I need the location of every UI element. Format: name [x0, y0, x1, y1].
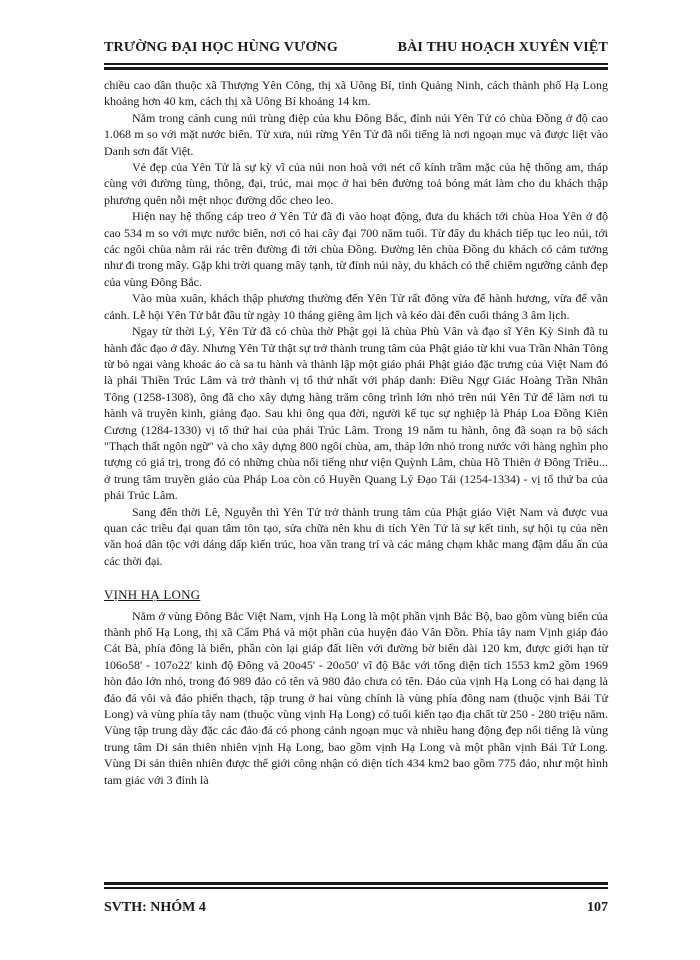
header-school: TRƯỜNG ĐẠI HỌC HÙNG VƯƠNG: [104, 40, 338, 55]
page-header: [104, 40, 608, 56]
footer-rule-thick: [104, 882, 608, 885]
page-footer: [104, 900, 608, 916]
paragraph: chiều cao dần thuộc xã Thượng Yên Công, thị xã Uông Bí, tỉnh Quảng Ninh, cách thành phố Hạ Long khoảng hơn 40 km, cách thị xã Uông Bí khoảng 14 km.: [104, 78, 608, 109]
paragraph: Vào mùa xuân, khách thập phương thường đến Yên Tử rất đông vừa để hành hương, vừa để vãn cảnh. Lễ hội Yên Tử bắt đầu từ ngày 10 tháng giêng âm lịch và kéo dài đến cuối tháng 3 âm lịch.: [104, 291, 608, 322]
footer-group: SVTH: NHÓM 4: [104, 900, 206, 915]
paragraph: Vẻ đẹp của Yên Tử là sự kỳ vĩ của núi non hoà với nét cổ kính trầm mặc của hệ thống am, tháp cùng với đường tùng, thông, đại, trúc, mai mọc ở hai bên đường toả bóng mát làm cho du khách thập phương quên nỗi mệt nhọc đường dốc cheo leo.: [104, 160, 608, 207]
page-number: 107: [587, 900, 608, 915]
page-content: [104, 77, 608, 788]
header-report-title: BÀI THU HOẠCH XUYÊN VIỆT: [397, 40, 608, 55]
footer-rule-thin: [104, 887, 608, 889]
header-rule-thick: [104, 67, 608, 70]
paragraph: Nằm ở vùng Đông Bắc Việt Nam, vịnh Hạ Long là một phần vịnh Bắc Bộ, bao gồm vùng biển của thành phố Hạ Long, thị xã Cẩm Phả và một phần của huyện đảo Vân Đồn. Phía tây nam Vịnh giáp đảo Cát Bà, phía đông là biển, phần còn lại giáp đất liền với đường bờ biển dài 120 km, được giới hạn từ 106o58' - 107o22' kinh độ Đông và 20o45' - 20o50' vĩ độ Bắc với tổng diện tích 1553 km2 gồm 1969 hòn đảo lớn nhỏ, trong đó 989 đảo có tên và 980 đảo chưa có tên. Đảo của vịnh Hạ Long có hai dạng là đảo đá vôi và đảo phiến thạch, tập trung ở hai vùng chính là vùng phía đông nam (thuộc vịnh Bái Tử Long) và vùng phía tây nam (thuộc vùng vịnh Hạ Long) có tuổi kiến tạo địa chất từ 250 - 280 triệu năm. Vùng tập trung dày đặc các đảo đá có phong cảnh ngoạn mục và nhiều hang động đẹp nổi tiếng là vùng trung tâm Di sản thiên nhiên vịnh Hạ Long, bao gồm vịnh Hạ Long và một phần vịnh Bái Tử Long. Vùng Di sản thiên nhiên được thế giới công nhận có diện tích 434 km2 bao gồm 775 đảo, như một hình tam giác với 3 đỉnh là: [104, 608, 608, 787]
section-title: VỊNH HẠ LONG: [104, 587, 201, 603]
header-rule-thin: [104, 63, 608, 65]
paragraph: Hiện nay hệ thống cáp treo ở Yên Tử đã đi vào hoạt động, đưa du khách tới chùa Hoa Yên ở độ cao 534 m so với mực nước biển, nơi có hai cây đại 700 năm tuổi. Từ đây du khách tiếp tục leo núi, tới các ngôi chùa nằm rải rác trên đường đi tới chùa Đồng. Đường lên chùa Đồng du khách có cảm tưởng như đi trong mây. Gặp khi trời quang mây tạnh, từ đỉnh núi này, du khách có thể chiêm ngưỡng cảnh đẹp của vùng Đông Bắc.: [104, 209, 608, 289]
paragraph: Nằm trong cánh cung núi trùng điệp của khu Đông Bắc, đỉnh núi Yên Tử có chùa Đồng ở độ cao 1.068 m so với mặt nước biển. Từ xưa, núi rừng Yên Tử đã nổi tiếng là nơi ngoạn mục và được liệt vào Danh sơn đất Việt.: [104, 110, 608, 158]
paragraph: Sang đến thời Lê, Nguyễn thì Yên Tử trở thành trung tâm của Phật giáo Việt Nam và được vua quan các triều đại quan tâm tôn tạo, sửa chữa nên khu di tích Yên Tử là sự kết tinh, sự hội tụ của nền văn hoá dân tộc với dáng dấp kiến trúc, hoa văn trang trí và các mảng chạm khắc mang đậm dấu ấn của các thời đại.: [104, 504, 608, 568]
paragraph: Ngay từ thời Lý, Yên Tử đã có chùa thờ Phật gọi là chùa Phù Vân và đạo sĩ Yên Kỳ Sinh đã tu hành đắc đạo ở đây. Nhưng Yên Tử thật sự trở thành trung tâm của Phật giáo từ khi vua Trần Nhân Tông từ bỏ ngai vàng khoác áo cà sa tu hành và thành lập một giáo phái Phật giáo đặc trưng của Việt Nam đó là phái Thiền Trúc Lâm và trở thành vị tổ thứ nhất với pháp danh: Điều Ngự Giác Hoàng Trần Nhân Tông (1258-1308), ông đã cho xây dựng hàng trăm công trình lớn nhỏ trên núi Yên Tử để làm nơi tu hành và truyền kinh, giảng đạo. Sau khi ông qua đời, người kế tục sự nghiệp là Pháp Loa Đồng Kiên Cương (1284-1330) vị tổ thứ hai của phái Trúc Lâm. Trong 19 năm tu hành, ông đã soạn ra bộ sách "Thạch thất ngôn ngữ" và cho xây dựng 800 ngôi chùa, am, tháp lớn nhỏ trong nước với hàng nghìn pho tượng có giá trị, trong đó có những chùa nổi tiếng như viện Quỳnh Lâm, chùa Hồ Thiên ở Đông Triều... ở trung tâm truyền giáo của Pháp Loa còn có Huyền Quang Lý Đạo Tái (1254-1334) - vị tổ thứ ba của phái Trúc Lâm.: [104, 324, 608, 503]
